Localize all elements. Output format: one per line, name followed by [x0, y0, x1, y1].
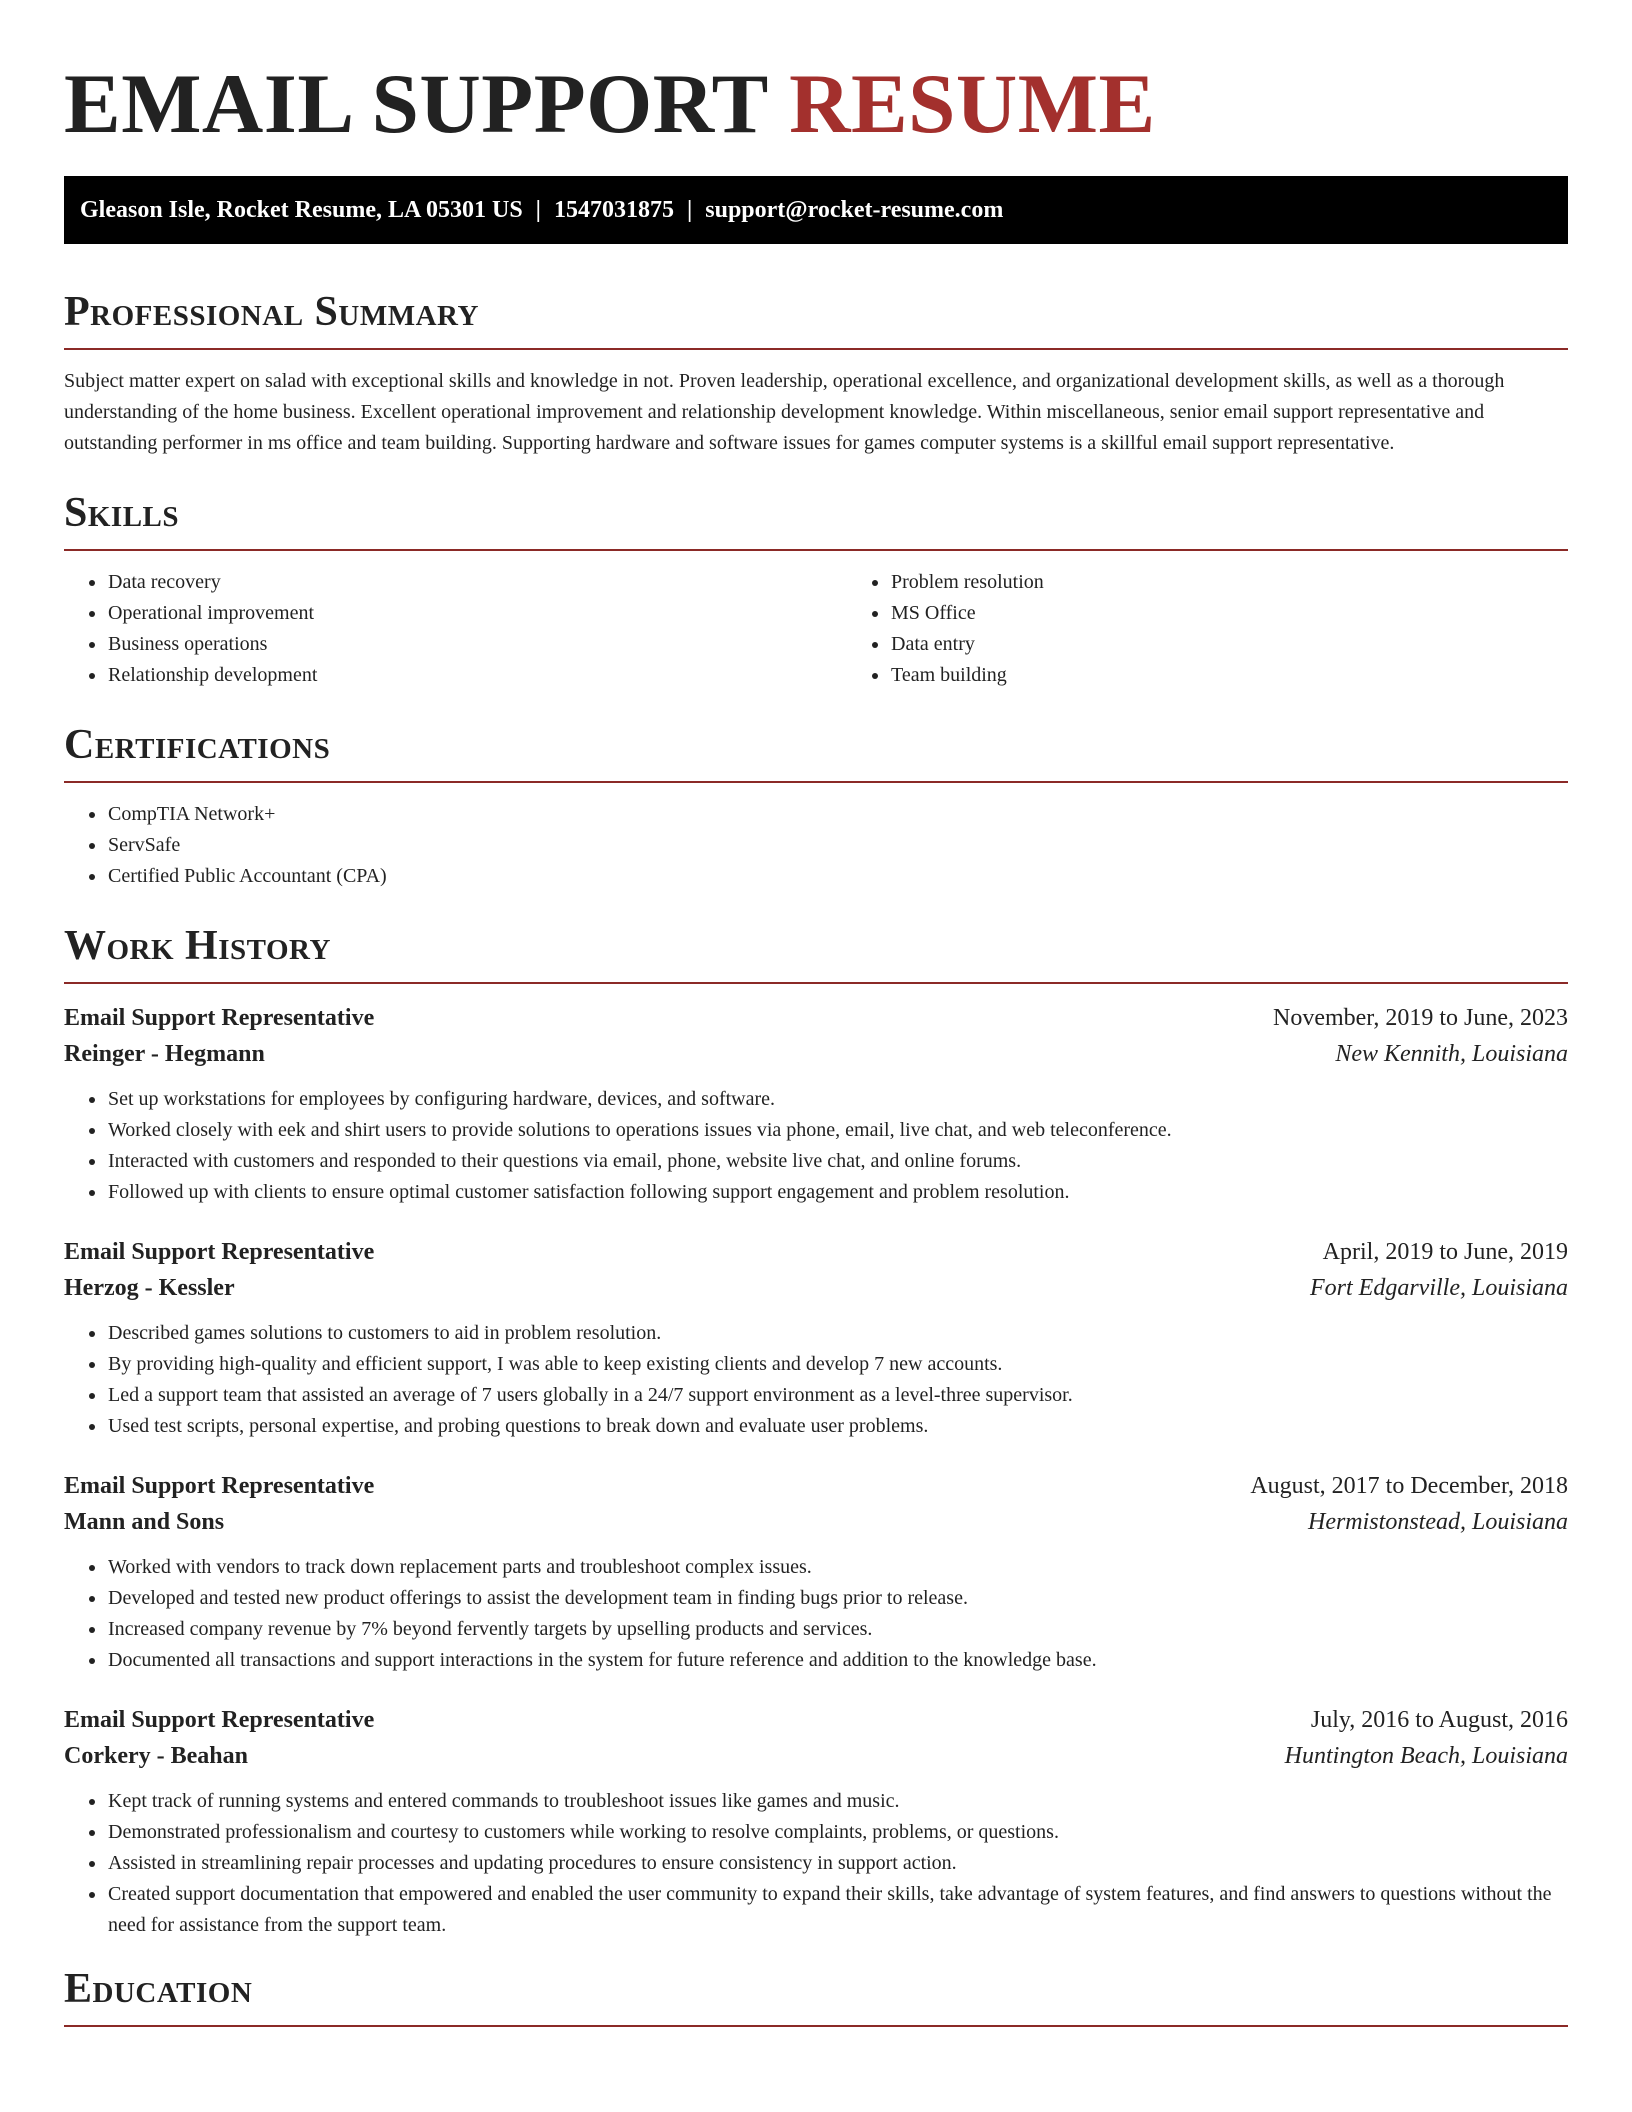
job-title-row [64, 1702, 1568, 1738]
contact-address: Gleason Isle, Rocket Resume, LA 05301 US [80, 197, 523, 223]
job-company: Corkery - Beahan [64, 1743, 248, 1769]
job-bullet: • Led a support team that assisted an average of 7 users globally in a 24/7 support environment as a level-three supervisor. [107, 1380, 1568, 1411]
job-bullets [64, 1084, 1568, 1208]
job-title: Email Support Representative [64, 1005, 375, 1031]
job-entry [64, 1702, 1568, 1941]
work-history-heading: Work History [64, 922, 1568, 984]
skill-item: • Problem resolution [890, 567, 1630, 598]
job-title: Email Support Representative [64, 1239, 375, 1265]
job-bullet: • Documented all transactions and support interactions in the system for future reference and addition to the knowledge base. [107, 1645, 1568, 1676]
job-bullet: • Used test scripts, personal expertise, and probing questions to break down and evaluate user problems. [107, 1411, 1568, 1442]
job-dates: November, 2019 to June, 2023 [1273, 1005, 1568, 1031]
skill-item: • Data entry [890, 629, 1630, 660]
job-bullet: • Worked closely with eek and shirt users to provide solutions to operations issues via phone, email, live chat, and web teleconference. [107, 1115, 1568, 1146]
education-section [64, 1965, 1568, 2027]
contact-phone: 1547031875 [553, 197, 674, 223]
job-company: Mann and Sons [64, 1509, 225, 1535]
job-bullets [64, 1318, 1568, 1442]
job-bullet: • Created support documentation that empowered and enabled the user community to expand their skills, take advantage of system features, and find answers to questions without the need for assistance from the support team. [107, 1879, 1568, 1941]
certifications-section [64, 721, 1568, 892]
job-dates: August, 2017 to December, 2018 [1250, 1473, 1568, 1499]
job-entry [64, 1468, 1568, 1676]
job-company-row [64, 1036, 1568, 1072]
skills-heading: Skills [64, 489, 1568, 551]
job-company: Reinger - Hegmann [64, 1041, 265, 1067]
skills-list-left [64, 567, 847, 691]
skills-section [64, 489, 1568, 691]
skill-item: • Operational improvement [107, 598, 847, 629]
job-bullets [64, 1552, 1568, 1676]
resume-title [64, 0, 1568, 150]
work-history-section [64, 922, 1568, 1941]
job-bullet: • Demonstrated professionalism and courtesy to customers while working to resolve complaints, problems, or questions. [107, 1817, 1568, 1848]
job-company-row [64, 1270, 1568, 1306]
job-company-row [64, 1504, 1568, 1540]
job-title-row [64, 1234, 1568, 1270]
certifications-list [64, 799, 1568, 892]
job-bullet: • Followed up with clients to ensure optimal customer satisfaction following support engagement and problem resolution. [107, 1177, 1568, 1208]
job-bullet: • By providing high-quality and efficient support, I was able to keep existing clients and develop 7 new accounts. [107, 1349, 1568, 1380]
job-location: Huntington Beach, Louisiana [1284, 1743, 1568, 1769]
contact-separator: | [686, 197, 693, 223]
skill-item: • Data recovery [107, 567, 847, 598]
certification-item: • CompTIA Network+ [107, 799, 1568, 830]
job-entry [64, 1000, 1568, 1208]
job-company: Herzog - Kessler [64, 1275, 235, 1301]
summary-text: Subject matter expert on salad with exceptional skills and knowledge in not. Proven leadership, operational excellence, and organizational development skills, as well as a thorough understanding of the home business. Excellent operational improvement and relationship development knowledge. Within miscellaneous, senior email support representative and outstanding performer in ms office and team building. Supporting hardware and software issues for games computer systems is a skillful email support representative. [64, 370, 1505, 454]
title-main: EMAIL SUPPORT [64, 57, 768, 151]
job-title: Email Support Representative [64, 1707, 375, 1733]
contact-separator: | [535, 197, 541, 223]
summary-section [64, 288, 1568, 459]
job-dates: April, 2019 to June, 2019 [1322, 1239, 1568, 1265]
title-accent: RESUME [789, 57, 1156, 151]
job-bullet: • Kept track of running systems and entered commands to troubleshoot issues like games and music. [107, 1786, 1568, 1817]
summary-heading: Professional Summary [64, 288, 1568, 350]
job-title-row [64, 1000, 1568, 1036]
certifications-heading: Certifications [64, 721, 1568, 783]
job-title: Email Support Representative [64, 1473, 375, 1499]
education-heading: Education [64, 1965, 1568, 2027]
job-bullet: • Increased company revenue by 7% beyond fervently targets by upselling products and services. [107, 1614, 1568, 1645]
skill-item: • Relationship development [107, 660, 847, 691]
job-bullet: • Described games solutions to customers to aid in problem resolution. [107, 1318, 1568, 1349]
job-company-row [64, 1738, 1568, 1774]
job-bullets [64, 1786, 1568, 1941]
skills-list-right [847, 567, 1630, 691]
certification-item: • ServSafe [107, 830, 1568, 861]
skill-item: • Business operations [107, 629, 847, 660]
job-title-row [64, 1468, 1568, 1504]
job-dates: July, 2016 to August, 2016 [1310, 1707, 1568, 1733]
skills-grid [64, 551, 1568, 691]
job-location: New Kennith, Louisiana [1335, 1041, 1568, 1067]
certification-item: • Certified Public Accountant (CPA) [107, 861, 1568, 892]
job-bullet: • Set up workstations for employees by configuring hardware, devices, and software. [107, 1084, 1568, 1115]
contact-email[interactable]: support@rocket-resume.com [705, 197, 1004, 223]
job-location: Fort Edgarville, Louisiana [1310, 1275, 1568, 1301]
job-bullet: • Assisted in streamlining repair processes and updating procedures to ensure consistency in support action. [107, 1848, 1568, 1879]
job-bullet: • Worked with vendors to track down replacement parts and troubleshoot complex issues. [107, 1552, 1568, 1583]
skill-item: • Team building [890, 660, 1630, 691]
skill-item: • MS Office [890, 598, 1630, 629]
job-entry [64, 1234, 1568, 1442]
job-bullet: • Interacted with customers and responded to their questions via email, phone, website live chat, and online forums. [107, 1146, 1568, 1177]
job-location: Hermistonstead, Louisiana [1307, 1509, 1568, 1535]
contact-bar [64, 176, 1568, 244]
job-bullet: • Developed and tested new product offerings to assist the development team in finding bugs prior to release. [107, 1583, 1568, 1614]
